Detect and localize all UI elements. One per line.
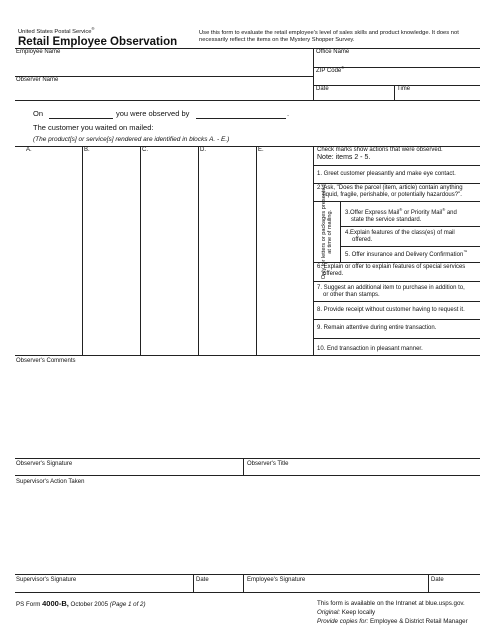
form-date: October 2005	[68, 601, 110, 608]
checklist-item-9: 9. Remain attentive during entire transaction.	[317, 325, 437, 331]
availability-note: This form is available on the Intranet at blue.usps.gov.	[317, 600, 465, 607]
checklist-rule	[340, 246, 480, 247]
checklist-item-2-line-2: liquid, fragile, perishable, or potentially hazardous?".	[323, 192, 462, 198]
checklist-item-3-line-1	[345, 207, 457, 217]
signature-rule	[15, 574, 480, 575]
observation-end-text: .	[287, 109, 290, 118]
checklist-rule	[313, 301, 480, 302]
block-divider	[140, 146, 141, 355]
signature-divider	[193, 574, 194, 592]
checklist-item-6-line-1: 6. Explain or offer to explain features of special services	[317, 264, 466, 270]
block-c-label: C.	[142, 147, 148, 153]
form-prefix: PS Form	[16, 601, 43, 608]
checklist-header: Check marks show actions that were observed.	[317, 147, 443, 153]
checklist-item-3-text-c: and	[445, 210, 457, 216]
employee-name-label: Employee Name	[16, 49, 61, 55]
time-label: Time	[397, 86, 411, 92]
original-note	[317, 609, 487, 616]
block-b-label: B.	[84, 147, 90, 153]
checklist-rule	[340, 226, 480, 227]
side-label-divider	[340, 201, 341, 262]
registered-mark: ®	[91, 26, 95, 32]
copies-value: Employee & District Retail Manager	[368, 617, 468, 625]
observation-on-text: On	[33, 109, 44, 118]
checklist-item-3	[345, 207, 457, 224]
copies-note	[317, 618, 487, 625]
supervisor-action-label: Supervisor's Action Taken	[16, 479, 85, 485]
checklist-item-4-line-2: offered.	[352, 237, 373, 243]
checklist-item-4	[345, 230, 455, 244]
checklist-item-6-line-2: offered.	[323, 271, 344, 277]
copies-label: Provide copies for:	[317, 617, 369, 625]
checklist-item-4-line-1: 4.Explain features of the class(es) of mail	[345, 230, 455, 236]
comments-area[interactable]	[15, 366, 480, 457]
supervisor-action-area[interactable]	[15, 488, 480, 573]
supervisor-date-label: Date	[196, 577, 209, 583]
supervisor-signature-label: Supervisor's Signature	[16, 577, 77, 583]
observation-date-blank[interactable]	[49, 118, 113, 119]
observer-name-label: Observer Name	[16, 77, 59, 83]
side-label: Only for letters or packages presented at time of mailing.	[321, 184, 333, 280]
employee-date-label: Date	[431, 577, 444, 583]
checklist-rule	[313, 201, 480, 202]
checklist-rule	[313, 183, 480, 184]
signature-divider	[243, 574, 244, 592]
zip-registered-mark: ®	[341, 65, 345, 70]
observer-name-blank[interactable]	[196, 118, 286, 119]
observation-line-2: The customer you waited on mailed:	[33, 123, 154, 132]
date-time-divider	[394, 85, 395, 100]
observation-line-1	[33, 109, 43, 118]
checklist-divider	[313, 146, 314, 355]
original-label: Original:	[317, 608, 341, 616]
employee-rule	[15, 76, 313, 77]
checklist-item-10: 10. End transaction in pleasant manner.	[317, 346, 423, 352]
block-divider	[198, 146, 199, 355]
checklist-item-6	[317, 264, 465, 278]
checklist-item-5-text: 5. Offer insurance and Delivery Confirmation	[345, 252, 464, 258]
form-instructions: Use this form to evaluate the retail employee's level of sales skills and product knowledge. It does not necessarily reflect the items on the Mystery Shopper Survey.	[199, 30, 459, 43]
comments-top-rule	[15, 355, 480, 356]
observation-line-3: (The product[s] or service[s] rendered are identified in blocks A. - E.)	[33, 136, 230, 143]
checklist-item-2	[317, 185, 463, 199]
observer-title-label: Observer's Title	[247, 461, 289, 467]
checklist-item-5	[345, 249, 468, 259]
zip-code-label	[316, 65, 345, 75]
observation-mid-text: you were observed by	[116, 109, 190, 118]
block-a-label: A.	[26, 147, 32, 153]
employee-signature-label: Employee's Signature	[247, 577, 306, 583]
checklist-item-1: 1. Greet customer pleasantly and make eye contact.	[317, 171, 456, 177]
checklist-rule	[313, 262, 480, 263]
checklist-item-2-line-1: 2. Ask, "Does the parcel (item, article) contain anything	[317, 185, 463, 191]
checklist-note: Note: items 2 - 5.	[317, 154, 371, 161]
registered-mark: ®	[442, 207, 446, 212]
footer-notes	[317, 600, 487, 625]
checklist-item-3-text-a: 3.Offer Express Mail	[345, 210, 400, 216]
block-divider	[256, 146, 257, 355]
signature-divider	[428, 574, 429, 592]
observer-signature-label: Observer's Signature	[16, 461, 73, 467]
office-name-label: Office Name	[316, 49, 350, 55]
block-e-label: E.	[258, 147, 264, 153]
observer-rule	[15, 100, 480, 101]
checklist-item-7-line-1: 7. Suggest an additional item to purchase in addition to,	[317, 285, 465, 291]
block-d-label: D.	[200, 147, 206, 153]
form-number: 4000-B,	[42, 599, 69, 608]
form-identifier	[16, 600, 146, 608]
checklist-item-3-text-b: or Priority Mail	[402, 210, 443, 216]
signature-rule	[15, 458, 480, 459]
checklist-item-8: 8. Provide receipt without customer having to request it.	[317, 307, 465, 313]
checklist-rule	[313, 338, 480, 339]
signature-rule	[15, 592, 480, 593]
comments-label: Observer's Comments	[16, 358, 76, 364]
registered-mark: ®	[399, 207, 403, 212]
form-title: Retail Employee Observation	[18, 36, 178, 48]
original-value: Keep locally	[340, 608, 376, 616]
signature-divider	[243, 458, 244, 475]
checklist-rule	[313, 165, 480, 166]
checklist-rule	[313, 281, 480, 282]
checklist-item-7-line-2: or other than stamps.	[323, 292, 380, 298]
block-divider	[82, 146, 83, 355]
zip-code-text: ZIP Code	[316, 68, 342, 74]
agency-name	[18, 26, 95, 36]
checklist-item-7	[317, 285, 465, 299]
signature-rule	[15, 475, 480, 476]
header-divider	[313, 48, 314, 100]
checklist-item-3-line-2: state the service standard.	[351, 217, 422, 223]
date-label: Date	[316, 86, 329, 92]
checklist-rule	[313, 319, 480, 320]
header-rule	[15, 48, 480, 49]
page-indicator: (Page 1 of 2)	[109, 601, 146, 608]
trademark-mark: ™	[463, 249, 468, 254]
agency-text: United States Postal Service	[18, 29, 92, 35]
